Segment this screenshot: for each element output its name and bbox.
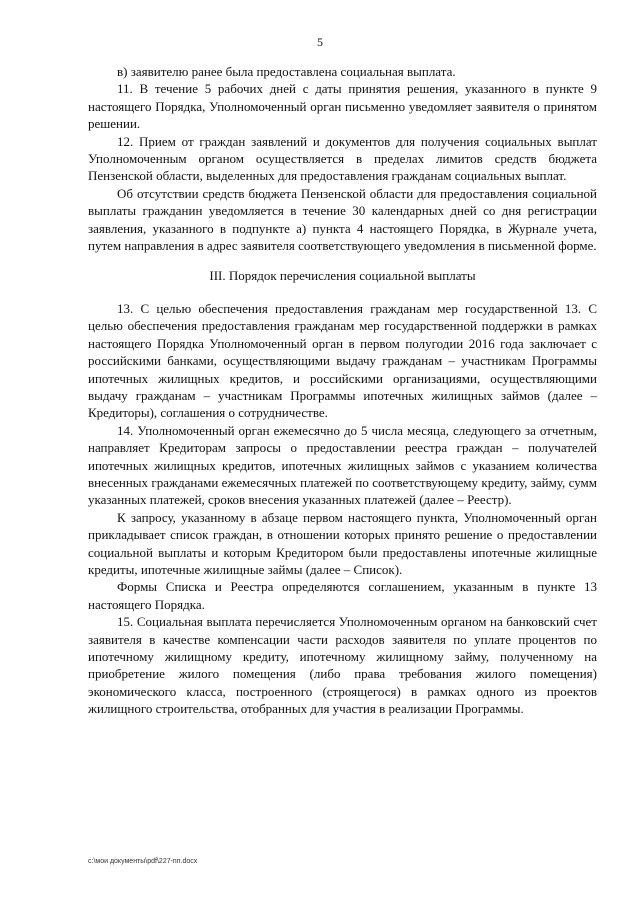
paragraph-14-forms: Формы Списка и Реестра определяются соглашением, указанным в пункте 13 настоящего Порядка. <box>88 579 597 612</box>
paragraph-funds-notice: Об отсутствии средств бюджета Пензенской области для предоставления социальной выплаты гражданин уведомляется в течение 30 календарных дней со дня регистрации заявления, указанного в подпункте а) пункта 4 настоящего Порядка, в Журнале учета, путем направления в адрес заявителя соответствующего уведомления в письменной форме. <box>88 185 597 254</box>
paragraph-14: 14. Уполномоченный орган ежемесячно до 5 числа месяца, следующего за отчетным, направляет Кредиторам запросы о предоставлении реестра граждан – получателей ипотечных жилищных кредитов, ипотечных жилищных займов с указанием количества внесенных гражданами ежемесячных платежей по соответствующему кредиту, займу, сумм указанных платежей, сроков внесения указанных платежей (далее – Реестр). <box>88 422 597 508</box>
paragraph-13: 13. С целью обеспечения предоставления гражданам мер государственной 13. С целью обеспечения предоставления гражданам мер государственной поддержки в рамках настоящего Порядка Уполномоченный орган в первом полугодии 2016 года заключает с российскими банками, осуществляющими выдачу гражданам – участникам Программы ипотечных жилищных кредитов, и российскими организациями, осуществляющими выдачу гражданам – участникам Программы ипотечных жилищных займов (далее – Кредиторы), соглашения о сотрудничестве. <box>88 300 597 421</box>
page-number: 5 <box>317 35 323 49</box>
paragraph-14-request: К запросу, указанному в абзаце первом настоящего пункта, Уполномоченный орган прикладывает список граждан, в отношении которых принято решение о предоставлении социальной выплаты и которым Кредитором были предоставлены ипотечные жилищные кредиты, ипотечные жилищные займы (далее – Список). <box>88 509 597 577</box>
section-heading: III. Порядок перечисления социальной выплаты <box>209 268 476 284</box>
paragraph-11: 11. В течение 5 рабочих дней с даты принятия решения, указанного в пункте 9 настоящего Порядка, Уполномоченный орган письменно уведомляет заявителя о принятом решении. <box>88 81 597 132</box>
document-body <box>88 63 597 718</box>
footer-file-path: c:\мои документы\pdf\227-пп.docx <box>88 858 198 865</box>
paragraph-3v: в) заявителю ранее была предоставлена социальная выплата. <box>117 64 456 79</box>
paragraph-15: 15. Социальная выплата перечисляется Уполномоченным органом на банковский счет заявителя в качестве компенсации части расходов заявителя по уплате процентов по ипотечному жилищному кредиту, ипотечному жилищному займу, полученному на приобретение жилого помещения (либо права требования жилого помещения) экономического класса, построенного (строящегося) в рамках одного из проектов жилищного строительства, отобранных для участия в реализации Программы. <box>88 614 597 717</box>
paragraph-12: 12. Прием от граждан заявлений и документов для получения социальных выплат Уполномоченным органом осуществляется в пределах лимитов средств бюджета Пензенской области, выделенных для предоставления гражданам социальных выплат. <box>88 133 597 184</box>
